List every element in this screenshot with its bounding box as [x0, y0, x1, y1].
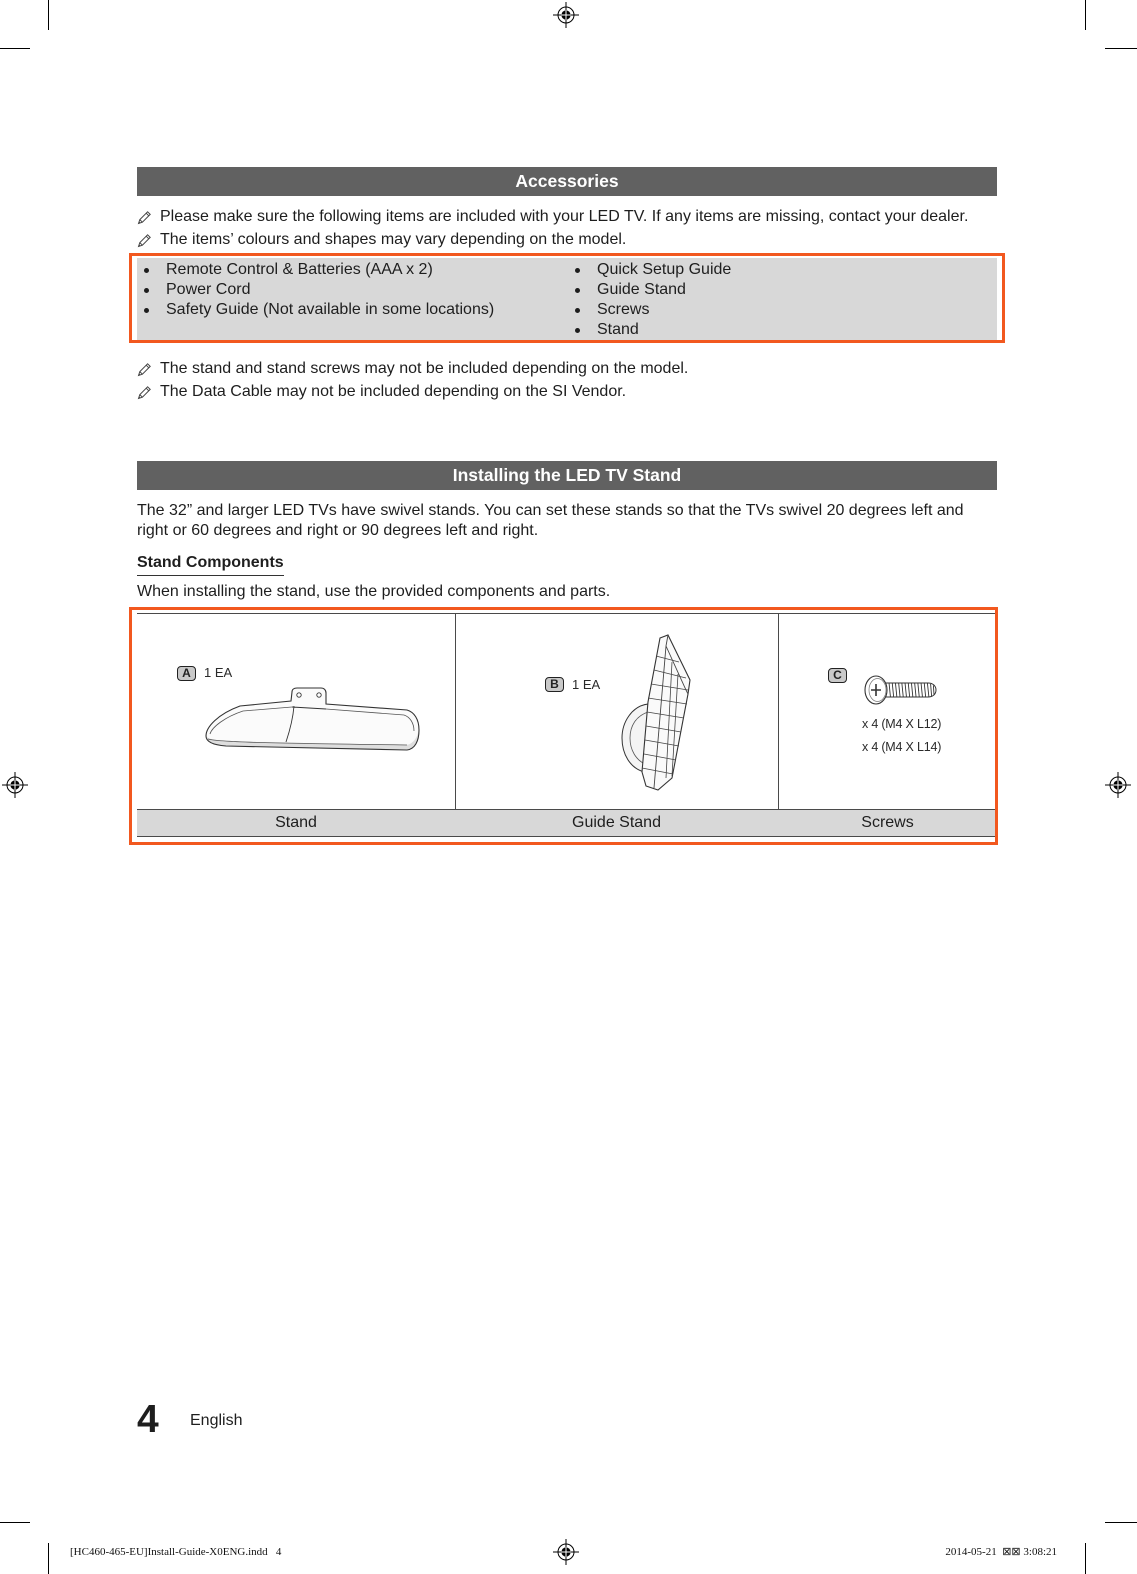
page-number: 4 [137, 1398, 159, 1441]
component-name-guide-stand: Guide Stand [572, 814, 661, 831]
list-item-label: Remote Control & Batteries (AAA x 2) [166, 261, 433, 278]
accessories-title: Accessories [515, 171, 619, 191]
crop-mark [0, 1522, 30, 1523]
note-item [137, 230, 626, 250]
screw-spec: x 4 (M4 X L12) [862, 717, 942, 731]
list-item-label: Power Cord [166, 281, 251, 298]
print-slug-timestamp: 2014-05-21 ⊠⊠ 3:08:21 [945, 1546, 1057, 1558]
accessories-header [137, 167, 997, 196]
pencil-note-icon [137, 362, 152, 377]
component-badge-a: A [177, 666, 196, 681]
note-text: Please make sure the following items are included with your LED TV. If any items are missing, contact your dealer. [160, 208, 969, 225]
note-item [137, 207, 968, 227]
note-text: The stand and stand screws may not be included depending on the model. [160, 360, 689, 377]
print-slug-file: [HC460-465-EU]Install-Guide-X0ENG.indd 4 [70, 1546, 282, 1558]
registration-mark-icon [1, 771, 29, 799]
list-item-label: Stand [597, 321, 639, 338]
list-item-label: Screws [597, 301, 650, 318]
stand-section-title: Installing the LED TV Stand [452, 465, 682, 485]
crop-mark [48, 1543, 49, 1574]
page-language: English [190, 1412, 243, 1429]
pencil-body [139, 211, 151, 223]
registration-mark-icon [552, 1538, 580, 1566]
registration-mark-icon [552, 1, 580, 29]
pencil-note-icon [137, 233, 152, 248]
component-name-stand: Stand [275, 814, 317, 831]
registration-mark-icon [1104, 771, 1132, 799]
crop-mark [1085, 0, 1086, 30]
pencil-body [139, 386, 151, 398]
highlight-box-accessories [129, 253, 1005, 343]
highlight-box-components [129, 607, 998, 845]
pencil-body [139, 363, 151, 375]
intro-paragraph-line: right or 60 degrees and right or 90 degrees left and right. [137, 522, 539, 539]
crop-mark [0, 48, 30, 49]
note-text: The items’ colours and shapes may vary depending on the model. [160, 231, 627, 248]
component-badge-b: B [545, 677, 564, 692]
pencil-note-icon [137, 210, 152, 225]
screw-spec: x 4 (M4 X L14) [862, 740, 942, 754]
pencil-note-icon [137, 385, 152, 400]
stand-section-header [137, 461, 997, 490]
note-text: The Data Cable may not be included depending on the SI Vendor. [160, 383, 627, 400]
intro-paragraph-line: The 32” and larger LED TVs have swivel stands. You can set these stands so that the TVs swivel 20 degrees left and [137, 502, 964, 519]
note-item [137, 359, 688, 379]
crop-mark [48, 0, 49, 30]
list-item-label: Guide Stand [597, 281, 686, 298]
component-name-screws: Screws [861, 814, 914, 831]
crop-mark [1085, 1543, 1086, 1574]
note-item [137, 382, 626, 402]
component-badge-c: C [828, 668, 847, 683]
crop-mark [1105, 1522, 1137, 1523]
list-item-label: Quick Setup Guide [597, 261, 732, 278]
list-item-label: Safety Guide (Not available in some locations) [166, 301, 495, 318]
instruction-text: When installing the stand, use the provided components and parts. [137, 583, 611, 600]
component-quantity: 1 EA [204, 665, 233, 680]
component-quantity: 1 EA [572, 677, 601, 692]
crop-mark [1105, 48, 1137, 49]
pencil-body [139, 234, 151, 246]
stand-components-heading: Stand Components [137, 553, 284, 576]
